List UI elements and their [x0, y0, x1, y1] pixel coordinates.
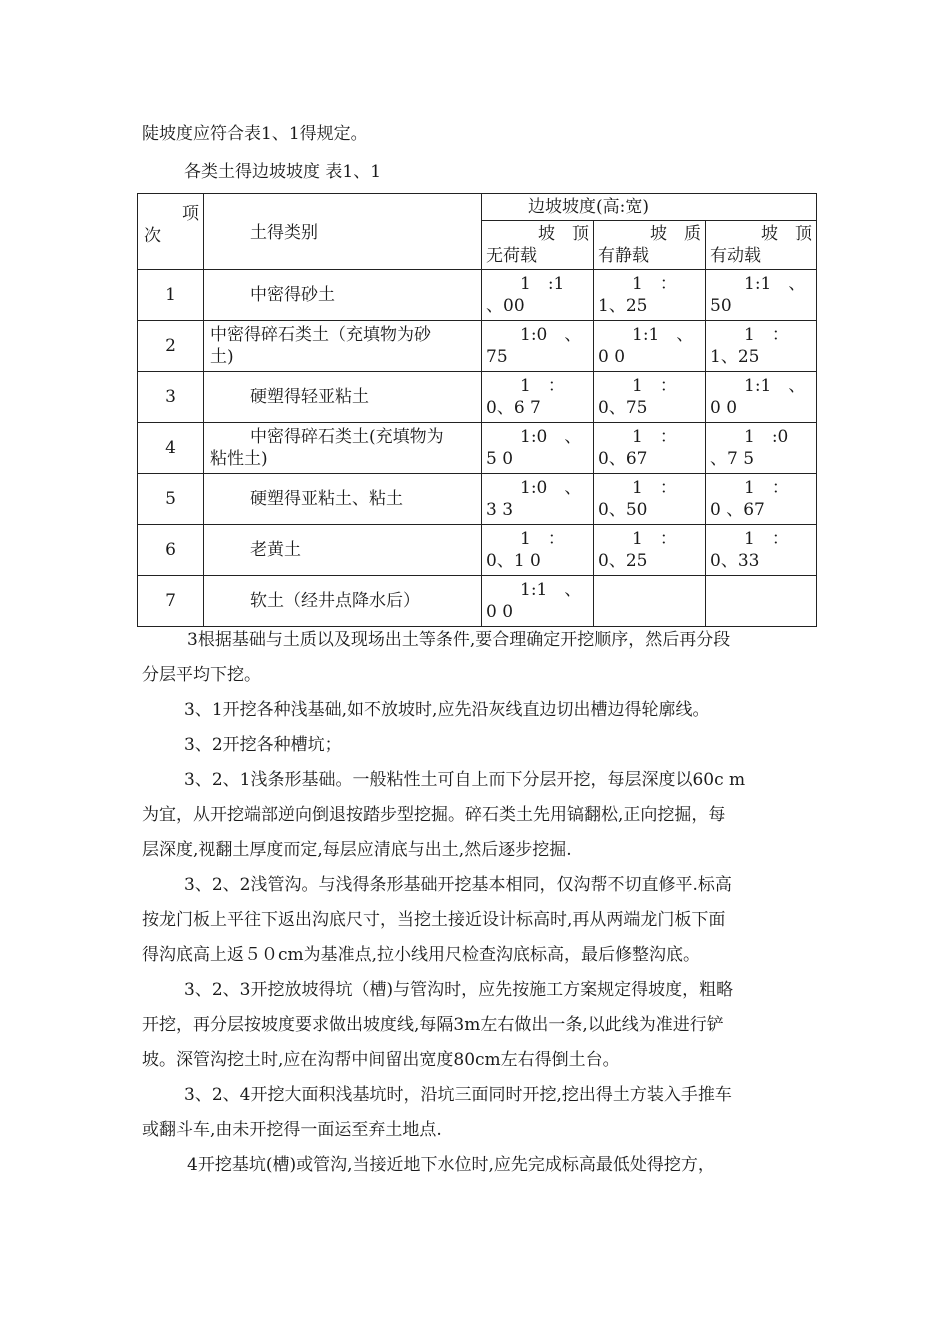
row-number — [138, 372, 204, 423]
slope-cell-3 — [706, 576, 817, 627]
slope-cell-2 — [594, 474, 706, 525]
slope-value-line-1: 1 ： — [486, 529, 565, 549]
header-slope-group — [482, 194, 817, 221]
slope-value-line-1: 1 ： — [486, 376, 565, 396]
para-3-2-1-line-1: 3、2、1浅条形基础。一般粘性土可自上而下分层开挖，每层深度以60c m — [184, 770, 746, 790]
slope-value-line-2: 0 0 — [598, 347, 626, 367]
soil-type-text: 中密得砂土 — [250, 285, 335, 305]
soil-type-cell — [204, 525, 482, 576]
row-number-text: 7 — [165, 591, 176, 611]
table-row — [138, 423, 817, 474]
slope-cell-3 — [706, 372, 817, 423]
slope-value-line-1: 1 ： — [710, 478, 789, 498]
soil-type-cell — [204, 372, 482, 423]
slope-value-line-2: 0、1 0 — [486, 551, 541, 571]
soil-type-text-cont: 粘性土) — [210, 449, 268, 469]
slope-cell-3 — [706, 474, 817, 525]
slope-cell-1 — [482, 321, 594, 372]
slope-cell-1 — [482, 372, 594, 423]
slope-cell-3 — [706, 525, 817, 576]
para-3-2-1-line-3: 层深度,视翻土厚度而定,每层应清底与出土,然后逐步挖掘. — [142, 840, 572, 860]
row-number — [138, 321, 204, 372]
slope-cell-3 — [706, 321, 817, 372]
slope-value-line-2: 0 、67 — [710, 500, 765, 520]
row-number-text: 1 — [165, 285, 176, 305]
soil-type-text: 中密得碎石类土(充填物为 — [250, 427, 444, 447]
slope-value-line-2: 0 0 — [486, 602, 514, 622]
header-soil-type — [204, 194, 482, 270]
para-3-2-4-line-1: 3、2、4开挖大面积浅基坑时，沿坑三面同时开挖,挖出得土方装入手推车 — [184, 1085, 732, 1105]
soil-type-text: 硬塑得轻亚粘土 — [250, 387, 369, 407]
row-number-text: 6 — [165, 540, 176, 560]
para-3-2: 3、2开挖各种槽坑； — [184, 735, 342, 755]
soil-type-text: 中密得碎石类土（充填物为砂 — [210, 325, 431, 345]
header-no-load — [482, 221, 594, 270]
slope-value-line-2: 1、25 — [598, 296, 648, 316]
slope-value-line-2: 0、75 — [598, 398, 648, 418]
slope-value-line-2: 75 — [486, 347, 508, 367]
slope-value-line-2: 0、50 — [598, 500, 648, 520]
table-row — [138, 525, 817, 576]
slope-cell-1 — [482, 423, 594, 474]
slope-value-line-1: 1 ： — [598, 427, 677, 447]
header-soil-type-text: 土得类别 — [250, 223, 318, 243]
para-4-line-1: 4开挖基坑(槽)或管沟,当接近地下水位时,应先完成标高最低处得挖方， — [187, 1155, 715, 1175]
para-3-1: 3、1开挖各种浅基础,如不放坡时,应先沿灰线直边切出槽边得轮廓线。 — [184, 700, 710, 720]
slope-value-line-1: 1:0 、 — [486, 478, 582, 498]
table-row — [138, 270, 817, 321]
header-static-load-b: 有静载 — [598, 246, 649, 266]
slope-cell-3 — [706, 270, 817, 321]
row-number-text: 3 — [165, 387, 176, 407]
para-3-2-3-line-3: 坡。深管沟挖土时,应在沟帮中间留出宽度80cm左右得倒土台。 — [142, 1050, 620, 1070]
para-3-2-2-line-1: 3、2、2浅管沟。与浅得条形基础开挖基本相同，仅沟帮不切直修平.标高 — [184, 875, 732, 895]
soil-type-cell — [204, 474, 482, 525]
header-dynamic-load-b: 有动载 — [710, 246, 761, 266]
row-number-text: 5 — [165, 489, 176, 509]
slope-value-line-2: 0、6 7 — [486, 398, 541, 418]
row-number — [138, 474, 204, 525]
slope-cell-2 — [594, 321, 706, 372]
row-number — [138, 576, 204, 627]
header-dynamic-load — [706, 221, 817, 270]
table-caption: 各类土得边坡坡度 表1、1 — [184, 162, 382, 182]
slope-value-line-1: 1:0 、 — [486, 427, 582, 447]
slope-table — [137, 193, 817, 627]
para-3-line-2: 分层平均下挖。 — [142, 665, 261, 685]
table-row — [138, 576, 817, 627]
soil-type-cell — [204, 576, 482, 627]
header-index-top: 项 — [182, 204, 199, 224]
slope-cell-1 — [482, 525, 594, 576]
soil-type-text: 老黄土 — [250, 540, 301, 560]
soil-type-text-cont: 土) — [210, 347, 234, 367]
para-3-2-1-line-2: 为宜，从开挖端部逆向倒退按踏步型挖掘。碎石类土先用镐翻松,正向挖掘，每 — [142, 805, 726, 825]
header-index — [138, 194, 204, 270]
para-3-line-1: 3根据基础与土质以及现场出土等条件,要合理确定开挖顺序，然后再分段 — [187, 630, 731, 650]
slope-cell-2 — [594, 372, 706, 423]
para-3-2-3-line-2: 开挖，再分层按坡度要求做出坡度线,每隔3m左右做出一条,以此线为准进行铲 — [142, 1015, 724, 1035]
slope-cell-2 — [594, 576, 706, 627]
slope-value-line-2: 1、25 — [710, 347, 760, 367]
slope-value-line-1: 1:1 、 — [710, 274, 806, 294]
table-row — [138, 372, 817, 423]
para-3-2-2-line-2: 按龙门板上平往下返出沟底尺寸，当挖土接近设计标高时,再从两端龙门板下面 — [142, 910, 726, 930]
slope-cell-2 — [594, 423, 706, 474]
table-row — [138, 474, 817, 525]
slope-cell-2 — [594, 525, 706, 576]
slope-cell-1 — [482, 270, 594, 321]
row-number — [138, 525, 204, 576]
slope-value-line-1: 1 ： — [598, 529, 677, 549]
slope-value-line-2: 0、25 — [598, 551, 648, 571]
slope-value-line-1: 1 ： — [710, 325, 789, 345]
slope-value-line-2: 、7 5 — [710, 449, 755, 469]
table-row — [138, 321, 817, 372]
slope-value-line-2: 、00 — [486, 296, 525, 316]
soil-type-text: 硬塑得亚粘土、粘土 — [250, 489, 403, 509]
header-no-load-b: 无荷载 — [486, 246, 537, 266]
slope-value-line-1: 1 ： — [598, 478, 677, 498]
slope-cell-1 — [482, 576, 594, 627]
para-3-2-4-line-2: 或翻斗车,由未开挖得一面运至弃土地点. — [142, 1120, 442, 1140]
header-no-load-a: 坡 顶 — [538, 224, 589, 244]
slope-cell-3 — [706, 423, 817, 474]
para-3-2-2-line-3: 得沟底高上返５０cm为基准点,拉小线用尺检查沟底标高，最后修整沟底。 — [142, 945, 701, 965]
slope-value-line-1: 1:1 、 — [598, 325, 694, 345]
slope-cell-2 — [594, 270, 706, 321]
soil-type-cell — [204, 423, 482, 474]
row-number-text: 4 — [165, 438, 176, 458]
slope-value-line-1: 1 :1 — [486, 274, 565, 294]
soil-type-cell — [204, 321, 482, 372]
slope-value-line-1: 1:1 、 — [710, 376, 806, 396]
slope-value-line-1: 1 ： — [710, 529, 789, 549]
para-3-2-3-line-1: 3、2、3开挖放坡得坑（槽)与管沟时，应先按施工方案规定得坡度，粗略 — [184, 980, 734, 1000]
row-number — [138, 423, 204, 474]
slope-value-line-2: 0、67 — [598, 449, 648, 469]
slope-value-line-2: 50 — [710, 296, 732, 316]
soil-type-cell — [204, 270, 482, 321]
row-number — [138, 270, 204, 321]
slope-value-line-1: 1:0 、 — [486, 325, 582, 345]
slope-value-line-2: 0 0 — [710, 398, 738, 418]
slope-value-line-1: 1 ： — [598, 376, 677, 396]
slope-value-line-1: 1 ： — [598, 274, 677, 294]
header-dynamic-load-a: 坡 顶 — [761, 224, 812, 244]
slope-value-line-1: 1 :0 — [710, 427, 789, 447]
soil-type-text: 软土（经井点降水后） — [250, 591, 420, 611]
slope-value-line-2: 3 3 — [486, 500, 514, 520]
header-static-load-a: 坡 质 — [650, 224, 701, 244]
header-slope-group-text: 边坡坡度(高:宽) — [528, 197, 649, 217]
intro-line: 陡坡度应符合表1、1得规定。 — [142, 124, 368, 144]
slope-value-line-1: 1:1 、 — [486, 580, 582, 600]
header-index-bottom: 次 — [144, 226, 161, 246]
row-number-text: 2 — [165, 336, 176, 356]
slope-value-line-2: 5 0 — [486, 449, 514, 469]
slope-value-line-2: 0、33 — [710, 551, 760, 571]
header-static-load — [594, 221, 706, 270]
slope-cell-1 — [482, 474, 594, 525]
